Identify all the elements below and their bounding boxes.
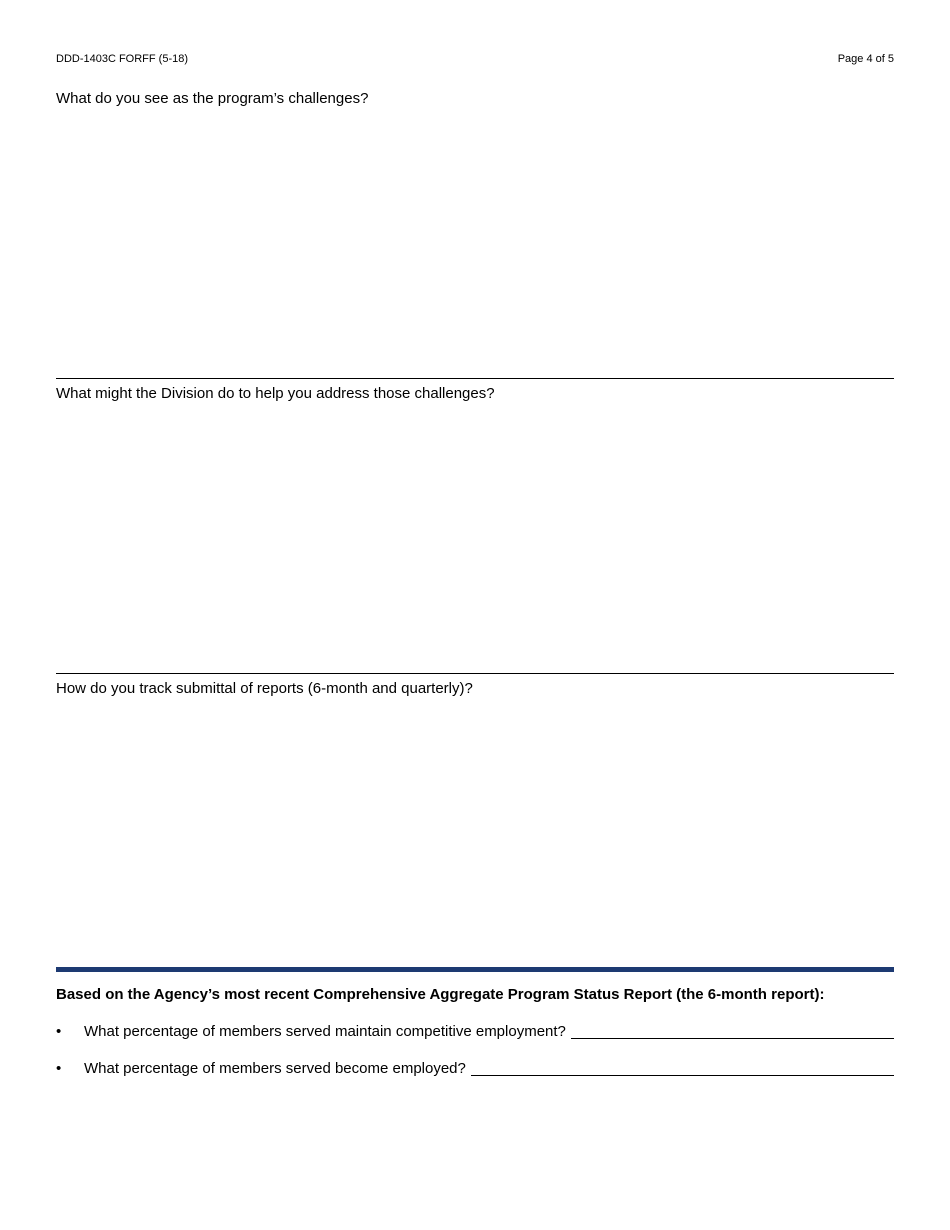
bullet-marker: • <box>56 1060 62 1077</box>
challenges-answer-field[interactable] <box>56 112 894 379</box>
become-employed-input[interactable] <box>471 1057 894 1076</box>
competitive-employment-row <box>56 1019 894 1041</box>
question-report-tracking-label: How do you track submittal of reports (6-month and quarterly)? <box>56 680 473 697</box>
report-tracking-answer-field[interactable] <box>56 702 894 964</box>
division-help-answer-field[interactable] <box>56 407 894 674</box>
question-division-help-label: What might the Division do to help you address those challenges? <box>56 385 495 402</box>
become-employed-row <box>56 1056 894 1078</box>
report-section-title: Based on the Agency’s most recent Comprehensive Aggregate Program Status Report (the 6-month report): <box>56 986 825 1003</box>
competitive-employment-label: What percentage of members served maintain competitive employment? <box>84 1023 566 1040</box>
question-challenges-label: What do you see as the program’s challenges? <box>56 90 369 107</box>
bullet-marker: • <box>56 1023 62 1040</box>
page-number: Page 4 of 5 <box>837 53 894 65</box>
form-id: DDD-1403C FORFF (5-18) <box>56 53 189 65</box>
become-employed-label: What percentage of members served become employed? <box>84 1060 466 1077</box>
section-divider <box>56 967 894 972</box>
competitive-employment-input[interactable] <box>571 1020 894 1039</box>
